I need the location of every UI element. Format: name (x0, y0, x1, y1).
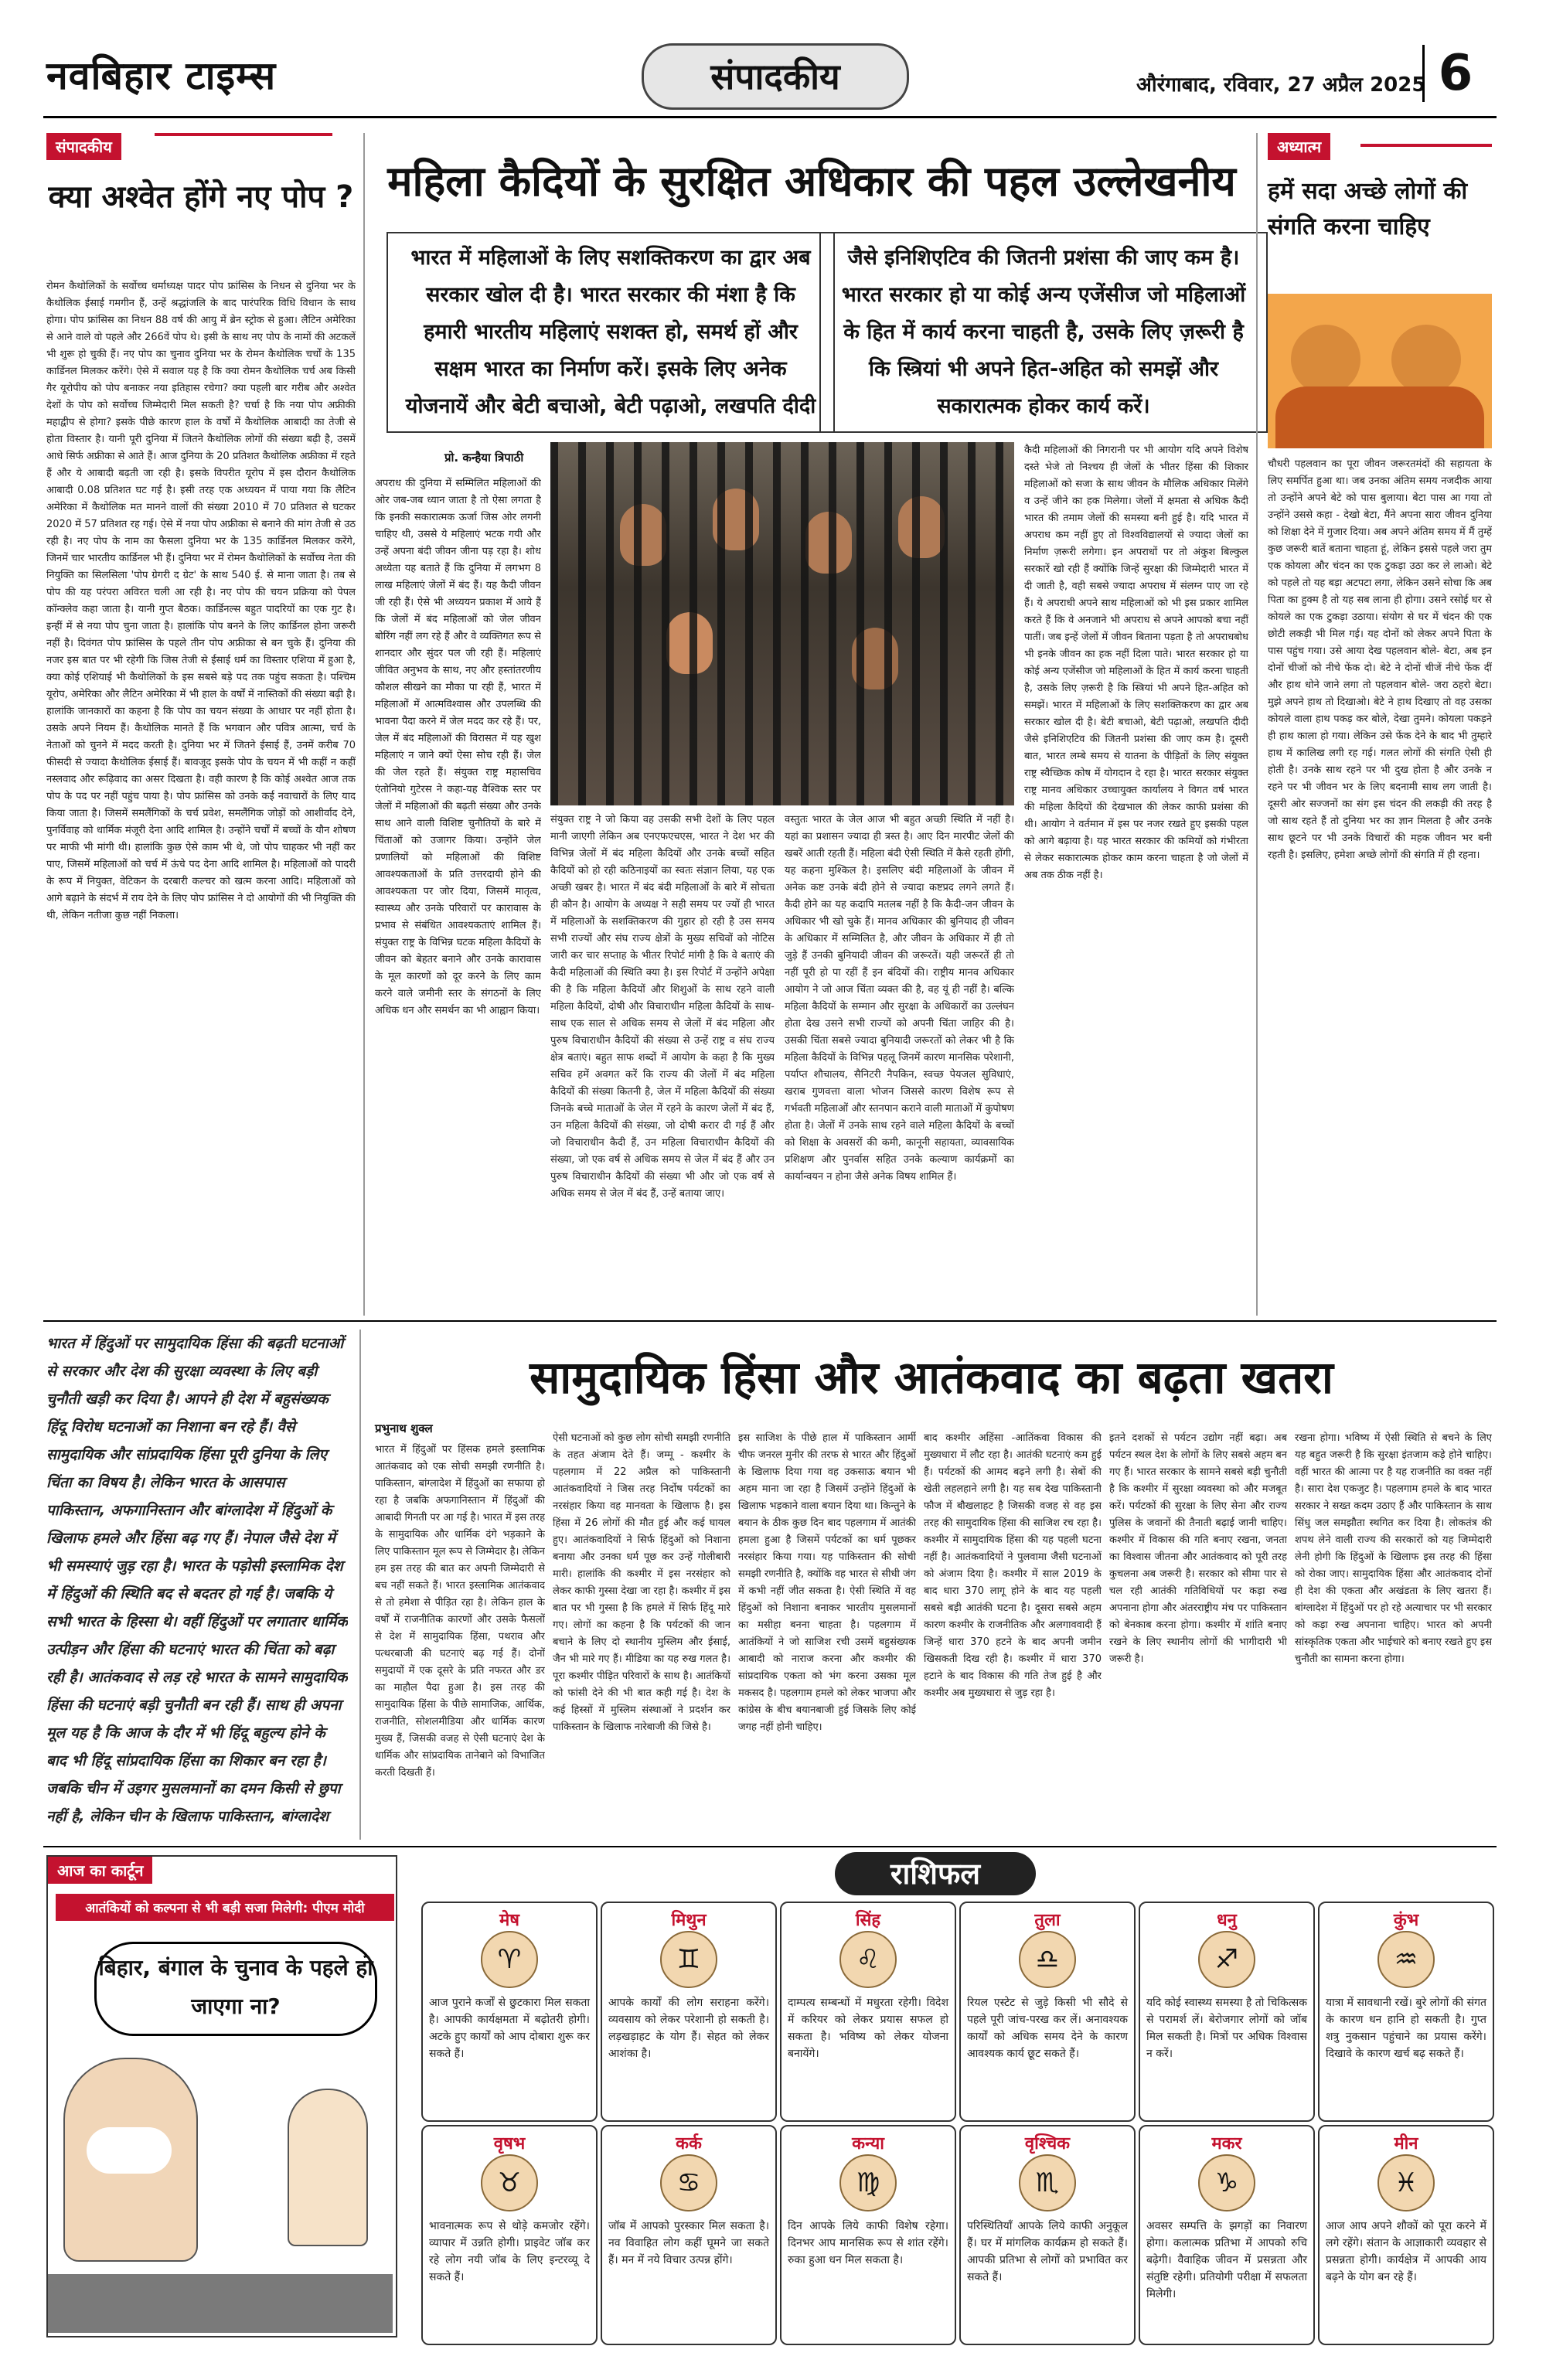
lead-col-4: कैदी महिलाओं की निगरानी पर भी आयोग यदि अपने विशेष दस्ते भेजे तो निश्चय ही जेलों के भीतर हिंसा की शिकार महिलाओं को सजा के साथ जीवन के मौलिक अधिकार मिलेंगे व उन्हें जीने का हक मिलेगा। जेलों में क्षमता से अधिक कैदी भारत की तमाम जेलों की समस्या बनी हुई है। यदि भारत में अपराध कम नहीं हुए तो विश्वविद्यालयों से ज्यादा जेलों का निर्माण ज़रूरी लगेगा। इन अपराधों पर तो अंकुश बिल्कुल सरकारें खो रही हैं क्योंकि जिन्हें सुरक्षा की जिम्मेदारी भारत में दी जाती है, वही सबसे ज्यादा अपराध में संलग्न पाए जा रहे हैं। ये अपराधी अपने साथ महिलाओं को भी इस प्रकार शामिल करते हैं कि वे अनजाने भी अपराध से अपने आपको बचा नहीं पातीं। जब इन्हें जेलों में जीवन बिताना पड़ता है तो अपराधबोध भी इनके जीवन का हक नहीं दिला पाते। भारत सरकार हो या कोई अन्य एजेंसीज जो महिलाओं के हित में कार्य करना चाहती है, उसके लिए ज़रूरी है कि स्त्रियां भी अपने हित-अहित को समझें। भारत में महिलाओं के लिए सशक्तिकरण का द्वार अब सरकार खोल दी है। बेटी बचाओ, बेटी पढ़ाओ, लखपति दीदी जैसे इनिशिएटिव की जितनी प्रशंसा की जाए कम है। दूसरी बात, भारत लम्बे समय से यातना के पीड़ितों के लिए संयुक्त राष्ट्र स्वैच्छिक कोष में योगदान दे रहा है। भारत सरकार संयुक्त राष्ट्र मानव अधिकार उच्चायुक्त कार्यालय ने विगत वर्ष भारत की महिला कैदियों की देखभाल की लेकर काफी प्रशंसा की थी। आयोग ने वर्तमान में इस पर नजर रखते हुए इसकी पहल को आगे बढ़ाया है। यह भारत सरकार की कमियों को गंभीरता से लेकर सकारात्मक होकर काम करना चाहता है जो जेलों में अब तक ठीक नहीं है। (1024, 444, 1248, 881)
second-col-3: इस साजिश के पीछे हाल में पाकिस्तान आर्मी चीफ जनरल मुनीर की तरफ से भारत और हिंदुओं के खिलाफ दिया गया वह उकसाऊ बयान भी अहम माना जा रहा है जिसमें उन्होंने हिंदुओं के खिलाफ भड़काने वाला बयान दिया था। किन्तुने के बयान के ठीक कुछ दिन बाद पहलगाम में आतंकी हमला हुआ है जिसमें पर्यटकों का धर्म पूछकर नरसंहार किया गया। यह पाकिस्तान की सोची समझी रणनीति है, क्योंकि वह भारत से सीधी जंग में कभी नहीं जीत सकता है। ऐसी स्थिति में वह हिंदुओं को निशाना बनाकर भारतीय मुसलमानों का मसीहा बनना चाहता है। पहलगाम में आतंकियों ने जो साजिश रची उसमें बहुसंख्यक आबादी को नाराज करना और कश्मीर की सांप्रदायिक एकता को भंग करना उसका मूल मकसद है। पहलगाम हमले को लेकर भाजपा और कांग्रेस के बीच बयानबाजी हुई जिसके लिए कोई जगह नहीं होनी चाहिए। (738, 1432, 916, 1733)
zodiac-icon: ♐ (1198, 1931, 1255, 1988)
section-title: संपादकीय (642, 43, 909, 110)
rashi-name: कर्क (676, 2134, 702, 2154)
rashi-card (959, 1902, 1136, 2122)
zodiac-icon: ♊ (660, 1931, 717, 1988)
rashifal-grid (421, 1902, 1496, 2350)
second-author: प्रभुनाथ शुक्ल (375, 1422, 433, 1435)
zodiac-icon: ♋ (660, 2154, 717, 2211)
rashi-name: मेष (499, 1911, 519, 1930)
rashi-card (421, 2125, 598, 2345)
cartoon-caption: आतंकियों को कल्पना से भी बड़ी सजा मिलेगी: पीएम मोदी (56, 1894, 394, 1921)
rashi-name: मीन (1394, 2134, 1418, 2154)
zodiac-icon: ♒ (1377, 1931, 1435, 1988)
rashi-text: यात्रा में सावधानी रखें। बुरे लोगों की संगत के कारण धन हानि हो सकती है। गुप्त शत्रु नुकसान पहुंचाने का प्रयास करेंगे। दिखावे के कारण खर्च बढ़ सकते हैं। (1326, 1997, 1486, 2060)
rashi-card (601, 1902, 777, 2122)
rashi-text: आपके कार्यों की लोग सराहना करेंगे। व्यवसाय को लेकर परेशानी हो सकती है। लड़खड़ाहट के योग हैं। सेहत को लेकर आशंका है। (608, 1997, 769, 2060)
lead-headline: महिला कैदियों के सुरक्षित अधिकार की पहल उल्लेखनीय (387, 157, 1236, 206)
column-divider (1256, 133, 1258, 1316)
rashi-text: यदि कोई स्वास्थ्य समस्या है तो चिकित्सक से परामर्श लें। बेरोजगार लोगों को जॉब मिल सकती है। मित्रों पर अधिक विश्वास न करें। (1146, 1997, 1307, 2060)
rashi-name: कन्या (852, 2134, 884, 2154)
rashi-text: दिन आपके लिये काफी विशेष रहेगा। दिनभर आप मानसिक रूप से शांत रहेंगे। रुका हुआ धन मिल सकता है। (788, 2220, 948, 2266)
rashi-card (421, 1902, 598, 2122)
editorial-label: संपादकीय (46, 133, 121, 160)
masthead-title: नवबिहार टाइम्स (46, 53, 277, 98)
rashi-text: परिस्थितियाँ आपके लिये काफी अनुकूल हैं। घर में मांगलिक कार्यक्रम हो सकते हैं। आपकी प्रतिभा से लोगों को प्रभावित कर सकते हैं। (967, 2220, 1128, 2283)
zodiac-icon: ♍ (839, 2154, 897, 2211)
second-col-4: बाद कश्मीर अहिंसा -आतिंकवा विकास की मुख्यधारा में लौट रहा है। आतंकी घटनाएं कम हुई हैं। पर्यटकों की आमद बढ़ने लगी है। सेबों की खेती लहलहाने लगी है। यह सब देख पाकिस्तानी फौज में बौखलाहट है जिसकी वजह से वह इस तरह की सामुदायिक हिंसा की साजिश रच रहा है। कश्मीर में सामुदायिक हिंसा की यह पहली घटना नहीं है। आतंकवादियों ने पुलवामा जैसी घटनाओं को अंजाम दिया है। कश्मीर में साल 2019 के बाद धारा 370 लागू होने के बाद यह पहली सबसे बड़ी आतंकी घटना है। दूसरा सबसे अहम कारण कश्मीर के राजनीतिक और अलगाववादी हैं जिन्हें धारा 370 हटने के बाद अपनी जमीन खिसकती दिख रही है। कश्मीर में धारा 370 हटाने के बाद विकास की गति तेज हुई है और कश्मीर अब मुख्यधारा से जुड़ रहा है। (924, 1432, 1102, 1699)
spiritual-body: चौधरी पहलवान का पूरा जीवन जरूरतमंदों की सहायता के लिए समर्पित हुआ था। जब उनका अंतिम समय नजदीक आया तो उन्होंने अपने बेटे को पास बुलाया। बेटा पास आ गया तो उन्होंने उससे कहा - देखो बेटा, मैंने अपना सारा जीवन दुनिया को शिक्षा देने में गुजार दिया। अब अपने अंतिम समय में मैं तुम्हें कुछ जरूरी बातें बताना चाहता हूं, लेकिन इससे पहले जरा तुम एक कोयला और चंदन का एक टुकड़ा उठा कर ले लाओ। बेटे को पहले तो यह बड़ा अटपटा लगा, लेकिन उसने सोचा कि अब पिता का हुक्म है तो यह सब लाना ही होगा। उसने रसोई घर से कोयले का एक टुकड़ा उठाया। संयोग से घर में चंदन की एक छोटी लकड़ी भी मिल गई। यह दोनों को लेकर अपने पिता के पास पहुंच गया। उसे आया देख पहलवान बोले- बेटा, अब इन दोनों चीजों को नीचे फेंक दो। बेटे ने दोनों चीजें नीचे फेंक दीं और हाथ धोने जाने लगा तो पहलवान बोले- जरा ठहरो बेटा। मुझे अपने हाथ तो दिखाओ। बेटे ने हाथ दिखाए तो वह उसका कोयले वाला हाथ पकड़ कर बोले, देखा तुमने। कोयला पकड़ने ही हाथ काला हो गया। लेकिन उसे फेंक देने के बाद भी तुम्हारे हाथ में कालिख लगी रह गई। गलत लोगों की संगति ऐसी ही होती है। उनके साथ रहने पर भी दुख होता है और उनके न रहने पर भी जीवन भर के लिए बदनामी साथ लग जाती है। दूसरी ओर सज्जनों का संग इस चंदन की लकड़ी की तरह है जो साथ रहते हैं तो दुनिया भर का ज्ञान मिलता है और उनके साथ छूटने पर भी उनके विचारों की महक जीवन भर बनी रहती है। इसलिए, हमेशा अच्छे लोगों की संगति में ही रहना। (1268, 458, 1492, 861)
rashi-name: मिथुन (671, 1911, 707, 1930)
second-headline: सामुदायिक हिंसा और आतंकवाद का बढ़ता खतरा (530, 1351, 1333, 1404)
zodiac-icon: ♏ (1019, 2154, 1076, 2211)
zodiac-icon: ♑ (1198, 2154, 1255, 2211)
zodiac-icon: ♌ (839, 1931, 897, 1988)
rashi-name: धनु (1217, 1911, 1237, 1930)
rashi-card (1139, 2125, 1315, 2345)
section-rule (43, 1320, 1497, 1322)
lead-photo (550, 442, 1014, 805)
zodiac-icon: ♎ (1019, 1931, 1076, 1988)
label-rule (1360, 144, 1492, 147)
spiritual-label: अध्यात्म (1268, 133, 1330, 160)
rashi-card (780, 1902, 956, 2122)
lead-author: प्रो. कन्हैया त्रिपाठी (444, 451, 524, 465)
rashifal-title: राशिफल (835, 1852, 1036, 1895)
rashi-text: अवसर सम्पत्ति के झगड़ों का निवारण होगा। कलात्मक प्रतिभा में आपको रुचि बढ़ेगी। वैवाहिक जीवन में प्रसन्नता और संतुष्टि रहेगी। प्रतियोगी परीक्षा में सफलता मिलेगी। (1146, 2220, 1307, 2300)
rashi-name: तुला (1034, 1911, 1061, 1930)
rashi-card (780, 2125, 956, 2345)
rashi-card (601, 2125, 777, 2345)
rashi-card (959, 2125, 1136, 2345)
spiritual-illustration (1268, 294, 1492, 448)
rashi-text: आज पुराने कर्जों से छुटकारा मिल सकता है। आपकी कार्यक्षमता में बढ़ोतरी होगी। अटके हुए कार्यों को आप दोबारा शुरू कर सकते हैं। (429, 1997, 590, 2060)
cartoon-box (46, 1855, 397, 2337)
left-headline: क्या अश्वेत होंगे नए पोप ? (48, 179, 354, 215)
spiritual-headline: हमें सदा अच्छे लोगों की संगति करना चाहिए (1268, 178, 1468, 240)
column-divider (363, 133, 365, 1316)
second-col-6: रखना होगा। भविष्य में ऐसी स्थिति से बचने के लिए यह बहुत जरूरी है कि सुरक्षा इंतजाम कड़े होने चाहिए। वहीं भारत की आत्मा पर है यह राजनीति का वक्त नहीं है। सारा देश एकजुट है। पहलगाम हमले के बाद भारत सरकार ने सख्त कदम उठाए हैं और पाकिस्तान के साथ सिंधु जल समझौता स्थगित कर दिया है। लोकतंत्र की शपथ लेने वाली राज्य की सरकारों को यह जिम्मेदारी लेनी होगी कि हिंदुओं के खिलाफ इस तरह की हिंसा को रोका जाए। सामुदायिक हिंसा और आतंकवाद दोनों ही देश की एकता और अखंडता के लिए खतरा हैं। बांग्लादेश में हिंदुओं पर हो रहे अत्याचार पर भी सरकार को कड़ा रुख अपनाना चाहिए। भारत को अपनी सांस्कृतिक एकता और भाईचारे को बनाए रखते हुए इस चुनौती का सामना करना होगा। (1295, 1432, 1492, 1665)
cartoon-figure-common-man (288, 2089, 368, 2246)
rashi-name: कुंभ (1393, 1911, 1419, 1930)
second-side-quote: भारत में हिंदुओं पर सामुदायिक हिंसा की बढ़ती घटनाओं से सरकार और देश की सुरक्षा व्यवस्था के लिए बड़ी चुनौती खड़ी कर दिया है। आपने ही देश में बहुसंख्यक हिंदू विरोध घटनाओं का निशाना बन रहे हैं। वैसे सामुदायिक और सांप्रदायिक हिंसा पूरी दुनिया के लिए चिंता का विषय है। लेकिन भारत के आसपास पाकिस्तान, अफगानिस्तान और बांग्लादेश में हिंदुओं के खिलाफ हमले और हिंसा बढ़ गए हैं। नेपाल जैसे देश में भी समस्याएं जुड़ रहा है। भारत के पड़ोसी इस्लामिक देश में हिंदुओं की स्थिति बद से बदतर हो गई है। जबकि ये सभी भारत के हिस्सा थे। वहीं हिंदुओं पर लगातार धार्मिक उत्पीड़न और हिंसा की घटनाएं भारत की चिंता को बढ़ा रही है। आतंकवाद से लड़ रहे भारत के सामने सामुदायिक हिंसा की घटनाएं बड़ी चुनौती बन रही हैं। साथ ही अपना मूल यह है कि आज के दौर में भी हिंदू बहुल्य होने के बाद भी हिंदू सांप्रदायिक हिंसा का शिकार बन रहा है। जबकि चीन में उइगर मुसलमानों का दमन किसी से छुपा नहीं है, लेकिन चीन के खिलाफ पाकिस्तान, बांग्लादेश (46, 1335, 348, 1825)
second-col-1: भारत में हिंदुओं पर हिंसक हमले इस्लामिक आतंकवाद को एक सोची समझी रणनीति है। पाकिस्तान, बांग्लादेश में हिंदुओं का सफाया हो रहा है जबकि अफगानिस्तान में हिंदुओं की आबादी गिनती पर आ गई है। भारत में इस तरह के सामुदायिक और धार्मिक दंगे भड़काने के लिए पाकिस्तान मूल रूप से जिम्मेदार है। लेकिन हम इस तरह की बात कर अपनी जिम्मेदारी से बच नहीं सकते हैं। भारत इस्लामिक आतंकवाद से तो हमेशा से पीड़ित रहा है। लेकिन हाल के वर्षों में राजनीतिक कारणों और उसके फैसलों से देश में सामुदायिक हिंसा, पथराव और पत्थरबाजी की घटनाएं बढ़ गई हैं। दोनों समुदायों में एक दूसरे के प्रति नफरत और डर का माहौल पैदा हुआ है। इस तरह की सामुदायिक हिंसा के पीछे सामाजिक, आर्थिक, राजनीति, सोशलमीडिया और धार्मिक कारण मुख्य हैं, जिसकी वजह से ऐसी घटनाएं देश के धार्मिक और सांप्रदायिक तानेबाने को विभाजित करती दिखती हैं। (375, 1444, 545, 1779)
page-number: 6 (1422, 45, 1486, 102)
lead-quote-left: भारत में महिलाओं के लिए सशक्तिकरण का द्वार अब सरकार खोल दी है। भारत सरकार की मंशा है कि हमारी भारतीय महिलाएं सशक्त हो, समर्थ हों और सक्षम भारत का निर्माण करें। इसके लिए अनेक योजनायें और बेटी बचाओ, बेटी पढ़ाओ, लखपति दीदी (386, 232, 835, 433)
sage-head (1291, 325, 1360, 394)
rashi-card (1318, 2125, 1494, 2345)
rashi-text: दाम्पत्य सम्बन्धों में मधुरता रहेगी। विदेश में करियर को लेकर प्रयास सफल हो सकता है। भविष्य को लेकर योजना बनायेंगे। (788, 1997, 948, 2060)
rashi-name: वृश्चिक (1024, 2134, 1071, 2154)
rashi-name: वृषभ (493, 2134, 526, 2154)
lead-col-2: संयुक्त राष्ट्र ने जो किया वह उसकी सभी देशों के लिए पहल मानी जाएगी लेकिन अब एनएफएचएस, भारत ने देश भर की विभिन्न जेलों में बंद महिला कैदियों और उनके बच्चों सहित कैदियों को हो रही कठिनाइयों का स्वतः संज्ञान लिया, यह एक अच्छी खबर है। भारत में बंद बंदी महिलाओं के बारे में सोचता ही कौन है। आयोग के अध्यक्ष ने सही समय पर ज्यों ही भारत में महिलाओं के सशक्तिकरण की गुहार हो रही है उस समय सभी राज्यों और संघ राज्य क्षेत्रों के मुख्य सचिवों को नोटिस जारी कर चार सप्ताह के भीतर रिपोर्ट मांगी है कि वे बताएं की कैदी महिलाओं की स्थिति क्या है। इस रिपोर्ट में उन्होंने अपेक्षा की है कि महिला कैदियों और शिशुओं के साथ रहने वाली महिला कैदियों, दोषी और विचाराधीन महिला कैदियों के साथ-साथ एक साल से अधिक समय से जेलों में बंद महिला और पुरुष विचाराधीन कैदियों की संख्या से उन्हें राष्ट्र व संघ राज्य क्षेत्र बताएं। बहुत साफ शब्दों में आयोग के कहा है कि मुख्य सचिव हमें अवगत करें कि राज्य की जेलों में बंद महिला कैदियों की संख्या कितनी है, जेल में महिला कैदियों की संख्या जिनके बच्चे माताओं के जेल में रहने के कारण जेलों में बंद हैं, उन महिला कैदियों की संख्या, जो दोषी करार दी गई हैं और जो विचाराधीन कैदी हैं, उन महिला विचाराधीन कैदियों की संख्या, जो एक वर्ष से अधिक समय से जेल में बंद हैं और उन पुरुष विचाराधीन कैदियों की संख्या भी और जो एक वर्ष से अधिक समय से जेल में बंद हैं, उन्हें बताया जाए। (550, 814, 775, 1200)
cartoon-beard (87, 2127, 172, 2174)
cartoon-label: आज का कार्टून (48, 1857, 152, 1884)
prison-bars (550, 442, 1014, 805)
cartoon-crowd (48, 2274, 393, 2333)
cartoon-speech-bubble: बिहार, बंगाल के चुनाव के पहले हो जाएगा ना? (94, 1942, 377, 2036)
rashi-name: सिंह (855, 1911, 881, 1930)
zodiac-icon: ♉ (481, 2154, 538, 2211)
zodiac-icon: ♈ (481, 1931, 538, 1988)
sage-head (1391, 325, 1461, 394)
lead-col-1: अपराध की दुनिया में सम्मिलित महिलाओं की ओर जब-जब ध्यान जाता है तो ऐसा लगता है कि इनकी सकारात्मक ऊर्जा जिस ओर लगनी चाहिए थी, उससे ये महिलाएं भटक गयी और उन्हें अपना बंदी जीवन जीना पड़ रहा है। शोध अध्येता यह बताते हैं कि दुनिया में लगभग 8 लाख महिलाएं जेलों में बंद हैं। यह कैदी जीवन जी रही हैं। ऐसे भी अध्ययन प्रकाश में आये हैं कि जेलों में बंद महिलाओं को जेल जीवन बोरिंग नहीं लग रहे हैं और वे व्यक्तिगत रूप से शानदार और सुंदर पल जी रही हैं। महिलाएं जीवित अनुभव के साथ, नए और हस्तांतरणीय कौशल सीखने का मौका पा रही हैं, भारत में महिलाओं में आत्मविश्वास और उपलब्धि की भावना पैदा करने में जेल मदद कर रहे हैं। पर, जेल में बंद महिलाओं की विरासत में यह खुश महिलाएं न जाने क्यों ऐसा सोच रही हैं। जेल की जेल रहते हैं। संयुक्त राष्ट्र महासचिव एंतोनियो गुटेरस ने कहा-यह वैश्विक स्तर पर जेलों में महिलाओं की बढ़ती संख्या और उनके साथ आने वाली विशिष्ट चुनौतियों के बारे में चिंताओं को उजागर किया। उन्होंने जेल प्रणालियों को महिलाओं की विशिष्ट आवश्यकताओं के प्रति उत्तरदायी होने की आवश्यकता पर जोर दिया, जिसमें मातृत्व, स्वास्थ्य और उनके परिवारों पर कारावास के प्रभाव से संबंधित आवश्यकताएं शामिल हैं। संयुक्त राष्ट्र के विभिन्न घटक महिला कैदियों के जीवन को बेहतर बनाने और उनके कारावास के मूल कारणों को दूर करने के लिए काम करने वाले जमीनी स्तर के संगठनों के लिए अधिक धन और समर्थन का भी आह्वान किया। (375, 478, 541, 1016)
rashi-text: भावनात्मक रूप से थोड़े कमजोर रहेंगे। व्यापार में उन्नति होगी। प्राइवेट जॉब कर रहे लोग नयी जॉब के लिए इन्टरव्यू दे सकते हैं। (429, 2220, 590, 2283)
rashi-text: रियल एस्टेट से जुड़े किसी भी सौदे से पहले पूरी जांच-परख कर लें। अनावश्यक कार्यों को अधिक समय देने के कारण आवश्यक कार्य छूट सकते हैं। (967, 1997, 1128, 2060)
rashi-text: आज आप अपने शौकों को पूरा करने में लगे रहेंगे। संतान के आज्ञाकारी व्यवहार से प्रसन्नता होगी। कार्यक्षेत्र में आपकी आय बढ़ने के योग बन रहे हैं। (1326, 2220, 1486, 2283)
rashi-card (1139, 1902, 1315, 2122)
lead-quote-right: जैसे इनिशिएटिव की जितनी प्रशंसा की जाए कम है। भारत सरकार हो या कोई अन्य एजेंसीज जो महिलाओं के हित में कार्य करना चाहती है, उसके लिए ज़रूरी है कि स्त्रियां भी अपने हित-अहित को समझें और सकारात्मक होकर कार्य करें। (819, 232, 1268, 433)
sage-robes (1275, 386, 1484, 448)
dateline: औरंगाबाद, रविवार, 27 अप्रैल 2025 (1136, 73, 1426, 97)
masthead-rule (43, 116, 1497, 118)
rashi-name: मकर (1211, 2134, 1242, 2154)
rashi-card (1318, 1902, 1494, 2122)
column-divider (359, 1330, 361, 1840)
rashi-text: जॉब में आपको पुरस्कार मिल सकता है। नव विवाहित लोग कहीं घूमने जा सकते हैं। मन में नये विचार उत्पन्न होंगे। (608, 2220, 769, 2266)
zodiac-icon: ♓ (1377, 2154, 1435, 2211)
label-rule (155, 133, 332, 136)
left-body: रोमन कैथोलिकों के सर्वोच्च धर्माध्यक्ष पादर पोप फ्रांसिस के निधन से दुनिया भर के कैथोलिक ईसाई गमगीन हैं, उन्हें श्रद्धांजलि के बाद पारंपरिक विधि विधान के साथ होगा। पोप फ्रांसिस का निधन 88 वर्ष की आयु में ब्रेन स्ट्रोक से हुआ। लैटिन अमेरिका से आने वाले वो पहले और 266वें पोप थे। इसी के साथ नए पोप के नामों की अटकलें भी शुरू हो चुकी हैं। नए पोप का चुनाव दुनिया भर के रोमन कैथोलिक चर्चों के 135 कार्डिनल मिलकर करेंगे। ऐसे में सवाल यह है कि क्या रोमन कैथोलिक चर्च अब किसी गैर यूरोपीय को पोप बनाकर नया इतिहास रचेगा? क्या पहली बार गरीब और अश्वेत देशों के पोप को सर्वोच्च जिम्मेदारी मिल सकती है? चर्चा है कि नया पोप अफ्रीकी महाद्वीप से होगा? इसके पीछे कारण हाल के वर्षों में कैथोलिक आबादी का तेजी से होता विस्तार है। यानी पूरी दुनिया में जितने कैथोलिक लोगों की संख्या बढ़ी है, उसमें आधे सिर्फ अफ्रीका से आते हैं। आज दुनिया के 20 प्रतिशत कैथोलिक अफ्रीका में रहते हैं और ये आबादी बढ़ती जा रही है। इसके विपरीत यूरोप में इस दौरान कैथोलिक आबादी 0.08 प्रतिशत घट गई है। इसी तरह एक अध्ययन में पाया गया कि लैटिन अमेरिका में कैथोलिक मत मानने वालों की संख्या 2010 में 70 प्रतिशत से घटकर 2020 में 57 प्रतिशत रह गई। ऐसे में नया पोप अफ्रीका से बनाने की मांग तेजी से उठ रही है। नए पोप के नाम का फैसला दुनिया भर के 135 कार्डिनल मिलकर करेंगे, जिनमें चार भारतीय कार्डिनल भी हैं। दुनिया भर में रोमन कैथोलिकों के सर्वोच्च नेता की नियुक्ति का सिलसिला 'पोप ग्रेगरी द ग्रेट' के साथ 540 ई. से माना जाता है। तब से पोप की यह परंपरा अविरत चली आ रही है। नए पोप की चयन प्रक्रिया को पेपल कॉन्क्लेव कहा जाता है। यानी गुप्त बैठक। कार्डिनल्स बहुत पादरियों का एक गुट है। इन्हीं में से नया पोप चुना जाता है। हालांकि पोप बनने के लिए कार्डिनल होना जरूरी नहीं है। दिवंगत पोप फ्रांसिस के पहले तीन पोप अफ्रीका से बन चुके हैं। दुनिया की नजर इस बात पर भी रहेगी कि जिस तेजी से ईसाई धर्म का विस्तार एशिया में हुआ है, क्या कोई एशियाई भी कैथोलिकों के इस सबसे बड़े पद तक पहुंच सकता है। पश्चिम यूरोप, अमेरिका और लैटिन अमेरिका में भी हाल के वर्षों में नास्तिकों की संख्या बढ़ी है। हालांकि जानकारों का कहना है कि पोप का चयन संख्या के आधार पर नहीं होता है। उसके अपने नियम हैं। कैथोलिक मानते हैं कि भगवान और पवित्र आत्मा, चर्च के नेताओं को चुनने में मदद करती है। दुनिया भर में जितने ईसाई हैं, उनमें करीब 70 फीसदी से ज्यादा कैथोलिक ईसाई हैं। बावजूद इसके पोप के चयन में भी कहीं न कहीं नस्लवाद और रूढ़िवाद का असर दिखता है। वही कारण है कि कोई अश्वेत आज तक पोप के पद पर नहीं पहुंच पाया है। पोप फ्रांसिस को उनके कई नवाचारों के लिए याद किया जाता है। जिसमें समलैंगिकों के चर्च प्रवेश, समलैंगिक जोड़ों को आशीर्वाद देने, पुनर्विवाह को धार्मिक मंजूरी देना आदि शामिल है। उन्होंने चर्चों में बच्चों के यौन शोषण पर माफी भी मांगी थी। हालांकि कुछ ऐसे काम भी थे, जो पोप चाहकर भी नहीं कर पाए, जिसमें महिलाओं को चर्च में ऊंचे पद देना आदि शामिल है। महिलाओं को पादरी के रूप में नियुक्त, वेटिकन के दरबारी कल्चर को खत्म करना आदि। महिलाओं को आगे बढ़ाने के संदर्भ में राय देने के लिए पोप फ्रांसिस ने दो आयोगों की भी नियुक्ति की थी, लेकिन नतीजा कुछ नहीं निकला। (46, 281, 356, 921)
second-col-2: ऐसी घटनाओं को कुछ लोग सोची समझी रणनीति के तहत अंजाम देते हैं। जम्मू - कश्मीर के पहलगाम में 22 अप्रैल को पाकिस्तानी आतंकवादियों ने जिस तरह निर्दोष पर्यटकों का नरसंहार किया वह मानवता के खिलाफ है। इस हिंसा में 26 लोगों की मौत हुई और कई घायल हुए। आतंकवादियों ने सिर्फ हिंदुओं को निशाना बनाया और उनका धर्म पूछ कर उन्हें गोलीबारी मारी। हालांकि की कश्मीर में इस नरसंहार को लेकर काफी गुस्सा देखा जा रहा है। कश्मीर में इस बात पर भी गुस्सा है कि हमले में सिर्फ हिंदू मारे गए। लोगों का कहना है कि पर्यटकों की जान बचाने के लिए दो स्थानीय मुस्लिम और ईसाई, जैन भी मारे गए हैं। मीडिया का यह रुख गलत है। पूरा कश्मीर पीड़ित परिवारों के साथ है। आतंकियों को फांसी देने की भी बात कही गई है। देश के कई हिस्सों में मुस्लिम संस्थाओं ने प्रदर्शन कर पाकिस्तान के खिलाफ नारेबाजी की जिसे है। (553, 1432, 730, 1733)
lead-col-3: वस्तुतः भारत के जेल आज भी बहुत अच्छी स्थिति में नहीं है। यहां का प्रशासन ज्यादा ही त्रस्त है। आए दिन मारपीट जेलों की खबरें आती रहती हैं। महिला बंदी ऐसी स्थिति में कैसे रहती होंगी, यह कहना मुश्किल है। इसलिए बंदी महिलाओं के जीवन में अनेक कष्ट उनके बंदी होने से ज्यादा कष्टप्रद लगने लगते हैं। कैदी होने का यह कदापि मतलब नहीं है कि कैदी-जन जीवन के अधिकार भी खो चुके हैं। मानव अधिकार की बुनियाद ही जीवन के अधिकार में सम्मिलित है, और जीवन के अधिकार में ही तो जुड़े हैं उनकी बुनियादी जीवन की जरूरतें। यही जरूरतें ही तो नहीं पूरी हो पा रहीं हैं इन बंदियों की। राष्ट्रीय मानव अधिकार आयोग ने जो आज चिंता व्यक्त की है, वह यूं ही नहीं है। बल्कि महिला कैदियों के सम्मान और सुरक्षा के अधिकारों का उल्लंघन होता देख उसने सभी राज्यों को अपनी चिंता जाहिर की है। उसकी चिंता सबसे ज्यादा बुनियादी जरूरतों को लेकर भी है कि महिला कैदियों के विभिन्न पहलू जिनमें कारण मानसिक परेशानी, पर्याप्त शौचालय, सैनिटरी नैपकिन, स्वच्छ पेयजल सुविधाएं, खराब गुणवत्ता वाला भोजन जिससे कारण विशेष रूप से गर्भवती महिलाओं और स्तनपान कराने वाली माताओं में कुपोषण होता है। जेलों में उनके साथ रहने वाले महिला कैदियों के बच्चों को शिक्षा के अवसरों की कमी, कानूनी सहायता, व्यावसायिक प्रशिक्षण और पुनर्वास सहित उनके कल्याण कार्यक्रमों का कार्यान्वयन न होना जैसे अनेक विषय शामिल हैं। (785, 814, 1014, 1183)
section-rule (43, 1846, 1497, 1847)
second-col-5: इतने दशकों से पर्यटन उद्योग नहीं बढ़ा। अब पर्यटन स्थल देश के लोगों के लिए सबसे अहम बन गए हैं। भारत सरकार के सामने सबसे बड़ी चुनौती है कि कश्मीर में सुरक्षा व्यवस्था को और मजबूत करें। पर्यटकों की सुरक्षा के लिए सेना और राज्य पुलिस के जवानों की तैनाती बढ़ाई जानी चाहिए। कश्मीर में विकास की गति बनाए रखना, जनता का विश्वास जीतना और आतंकवाद को पूरी तरह कुचलना अब जरूरी है। सरकार को सीमा पार से चल रही आतंकी गतिविधियों पर कड़ा रुख अपनाना होगा और अंतरराष्ट्रीय मंच पर पाकिस्तान को बेनकाब करना होगा। कश्मीर में शांति बनाए रखने के लिए स्थानीय लोगों की भागीदारी भी जरूरी है। (1109, 1432, 1287, 1665)
